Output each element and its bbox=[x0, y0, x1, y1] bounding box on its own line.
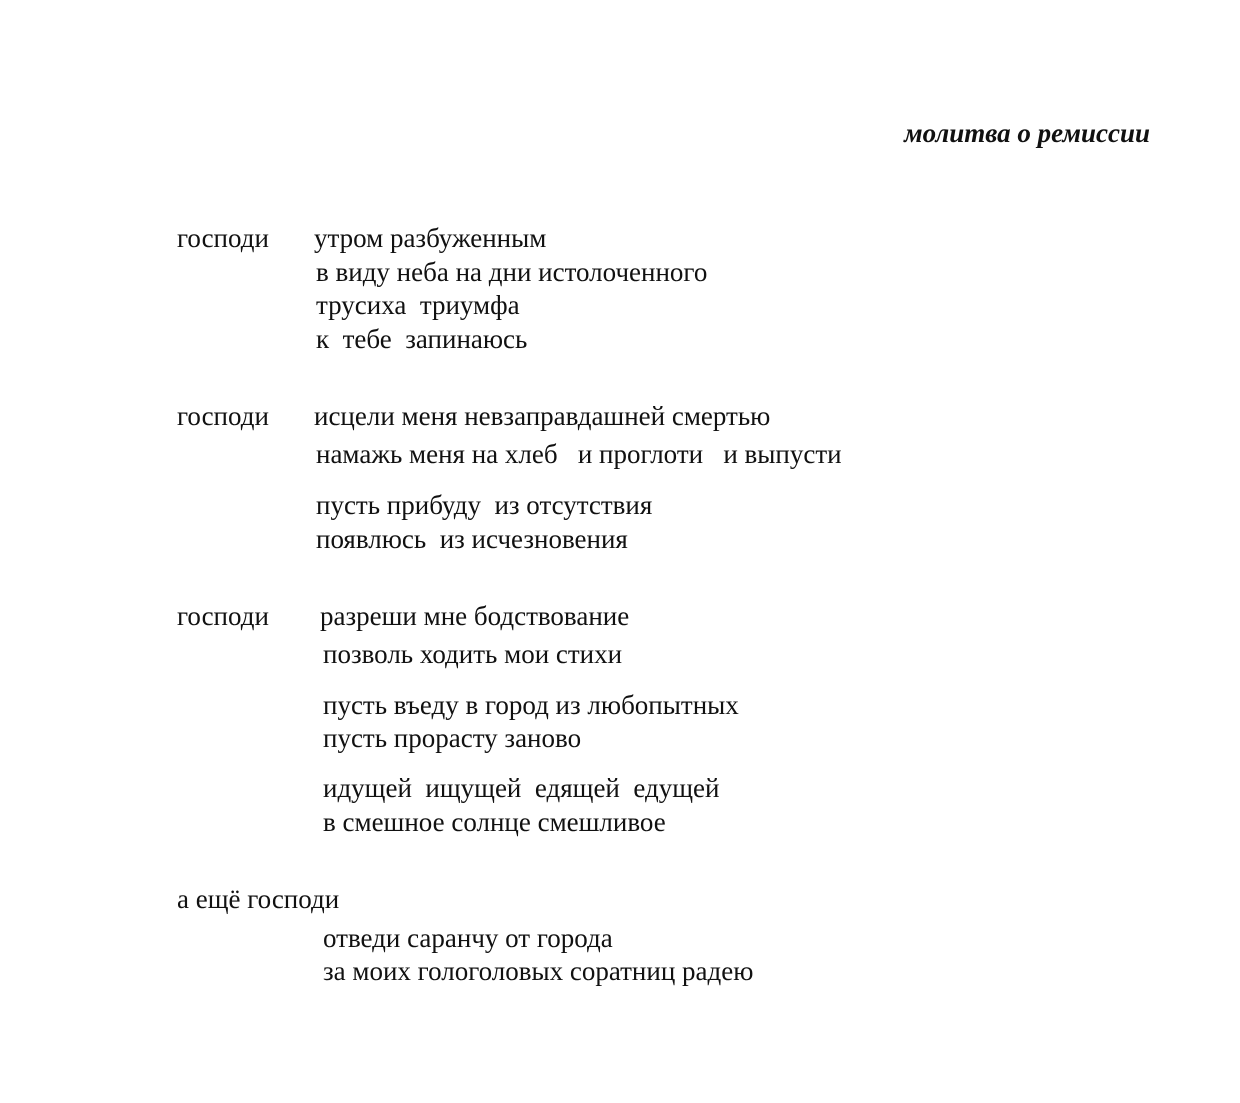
stanza-3-line-5: идущей ищущей едящей едущей bbox=[323, 773, 720, 803]
stanza-2-invocation: господи bbox=[177, 401, 269, 431]
stanza-4-line-1: отведи саранчу от города bbox=[323, 923, 613, 953]
stanza-3-line-2: позволь ходить мои стихи bbox=[323, 639, 623, 669]
stanza-1-line-4: к тебе запинаюсь bbox=[316, 324, 528, 354]
stanza-4-invocation: а ещё господи bbox=[177, 884, 340, 914]
stanza-2-line-4: появлюсь из исчезновения bbox=[316, 524, 628, 554]
stanza-3-line-4: пусть прорасту заново bbox=[323, 723, 582, 753]
stanza-2-line-1: исцели меня невзаправдашней смертью bbox=[314, 401, 771, 431]
poem-title: молитва о ремиссии bbox=[904, 118, 1150, 148]
stanza-4-line-2: за моих гологоловых соратниц радею bbox=[323, 956, 754, 986]
stanza-1-line-2: в виду неба на дни истолоченного bbox=[316, 257, 708, 287]
stanza-2-line-2: намажь меня на хлеб и проглоти и выпусти bbox=[316, 439, 842, 469]
stanza-3-line-1: разреши мне бодствование bbox=[320, 601, 630, 631]
stanza-1-invocation: господи bbox=[177, 223, 269, 253]
stanza-1-line-3: трусиха триумфа bbox=[316, 290, 520, 320]
stanza-2-line-3: пусть прибуду из отсутствия bbox=[316, 490, 653, 520]
stanza-3-line-6: в смешное солнце смешливое bbox=[323, 807, 666, 837]
stanza-1-line-1: утром разбуженным bbox=[314, 223, 547, 253]
stanza-3-invocation: господи bbox=[177, 601, 269, 631]
stanza-3-line-3: пусть въеду в город из любопытных bbox=[323, 690, 739, 720]
